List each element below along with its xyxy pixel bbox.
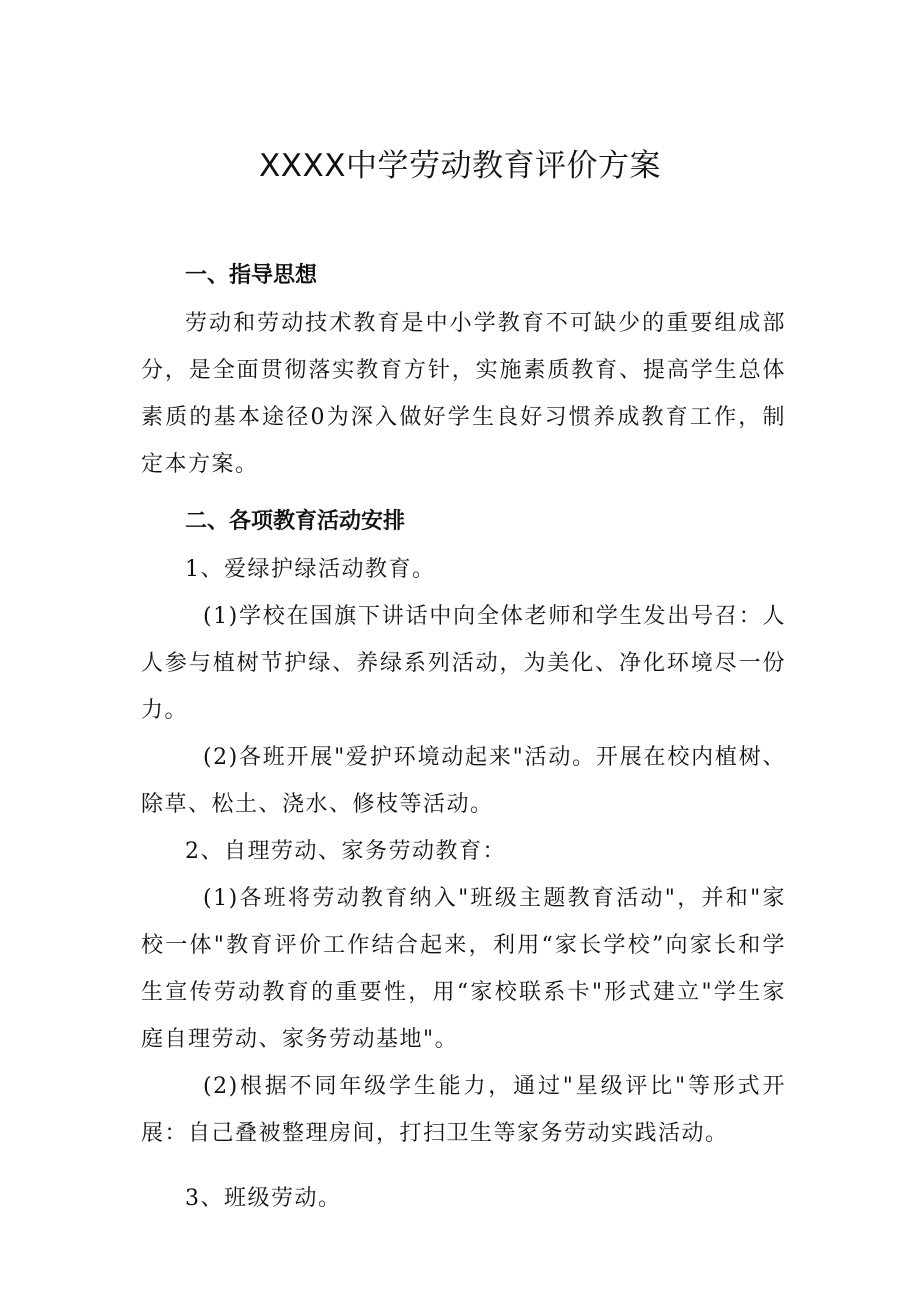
item-class-labor-title: 3、班级劳动。	[185, 1186, 342, 1211]
item-greening-activity-title: 1、爱绿护绿活动教育。	[185, 557, 436, 582]
guiding-ideology-paragraph: 劳动和劳动技术教育是中小学教育不可缺少的重要组成部分，是全面贯彻落实教育方针，实施素质教育、提高学生总体素质的基本途径0为深入做好学生良好习惯养成教育工作，制定本方案。	[141, 311, 786, 477]
spacer	[141, 1157, 786, 1175]
spacer	[141, 488, 786, 498]
document-title: XXXX中学劳动教育评价方案	[259, 148, 661, 184]
document-body	[141, 252, 786, 1222]
item-self-care-labor-title: 2、自理劳动、家务劳动教育：	[185, 839, 506, 864]
section-heading-guiding-ideology: 一、指导思想	[185, 263, 318, 288]
section-heading-activity-arrangements: 二、各项教育活动安排	[185, 509, 406, 534]
item-greening-sub2: (2)各班开展"爱护环境动起来"活动。开展在校内植树、除草、松土、浇水、修枝等活动。	[141, 745, 786, 817]
item-greening-sub1: (1)学校在国旗下讲话中向全体老师和学生发出号召：人人参与植树节护绿、养绿系列活动，为美化、净化环境尽一份力。	[141, 604, 786, 723]
item-self-care-labor-sub2: (2)根据不同年级学生能力，通过"星级评比"等形式开展：自己叠被整理房间，打扫卫生等家务劳动实践活动。	[141, 1074, 786, 1146]
item-self-care-labor-sub1: (1)各班将劳动教育纳入"班级主题教育活动"，并和"家校一体"教育评价工作结合起来，利用“家长学校”向家长和学生宣传劳动教育的重要性，用“家校联系卡"形式建立"学生家庭自理劳动、家务劳动基地"。	[141, 886, 786, 1052]
